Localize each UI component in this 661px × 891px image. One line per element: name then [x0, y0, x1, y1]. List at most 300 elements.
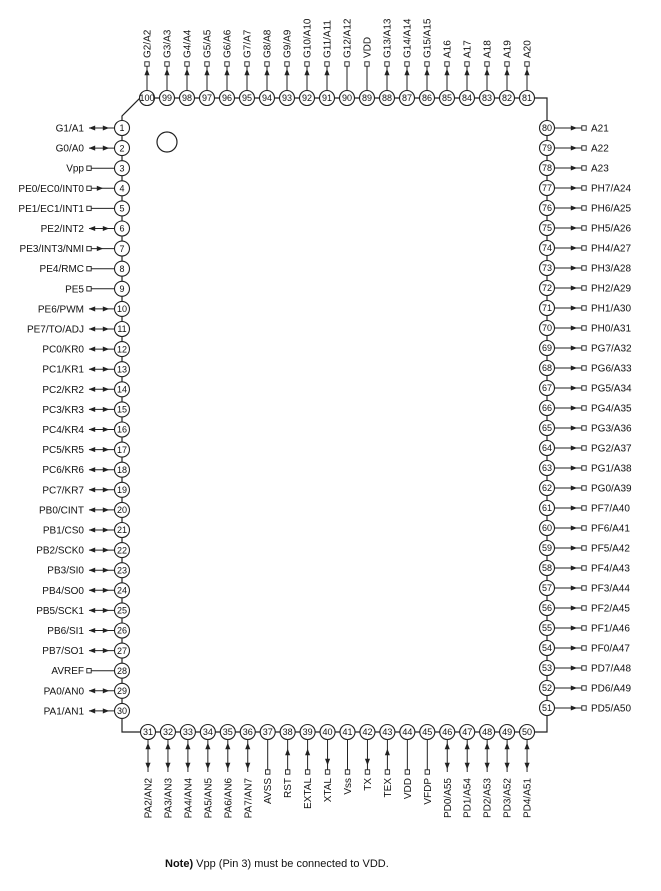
- pin-number: 29: [116, 686, 128, 696]
- pin-left-11: [27, 322, 130, 337]
- pin-left-12: [42, 342, 129, 357]
- pin-left-19: [42, 482, 129, 497]
- pin-number: 77: [541, 183, 553, 194]
- arrow-head-icon: [571, 145, 577, 150]
- arrow-head-icon: [245, 743, 250, 749]
- arrow-head-icon: [571, 165, 577, 170]
- terminal-icon: [145, 62, 149, 66]
- pin-right-78: [540, 161, 610, 176]
- pin-label: PE3/INT3/NMI: [19, 244, 84, 256]
- arrow-head-icon: [103, 447, 109, 452]
- arrow-head-icon: [89, 326, 95, 331]
- pin-number: 27: [116, 645, 128, 656]
- arrow-head-icon: [97, 186, 103, 191]
- pin-label: PC6/KR6: [42, 465, 84, 477]
- pin-left-20: [39, 502, 130, 517]
- arrow-head-icon: [571, 225, 577, 230]
- pin-number: 84: [461, 93, 473, 104]
- terminal-icon: [582, 206, 586, 210]
- terminal-icon: [582, 446, 586, 450]
- pin-label: G2/A2: [142, 29, 154, 58]
- pin-bottom-41: [340, 725, 355, 795]
- pin-label: PD1/A54: [462, 778, 474, 819]
- pin-number: 93: [281, 93, 293, 104]
- pin-number: 81: [521, 93, 533, 104]
- pin-number: 20: [116, 505, 128, 516]
- pin-top-88: [380, 18, 395, 105]
- pin-number: 8: [119, 263, 125, 274]
- pin-bottom-42: [360, 725, 375, 791]
- pins: [18, 18, 632, 818]
- pin-number: 56: [541, 603, 553, 614]
- pin-number: 40: [322, 727, 333, 738]
- pin-bottom-38: [280, 725, 295, 799]
- pin-right-54: [540, 641, 631, 656]
- arrow-head-icon: [505, 743, 510, 749]
- terminal-icon: [405, 62, 409, 66]
- pin-label: PC5/KR5: [42, 445, 84, 457]
- footnote-prefix: Note): [165, 858, 194, 870]
- arrow-head-icon: [465, 743, 470, 749]
- pin-top-87: [400, 18, 415, 105]
- arrow-head-icon: [571, 465, 577, 470]
- arrow-head-icon: [505, 763, 510, 769]
- pin-left-14: [42, 382, 129, 397]
- pin-number: 67: [541, 383, 553, 394]
- pin-label: PG2/A37: [591, 443, 632, 455]
- arrow-head-icon: [103, 628, 109, 633]
- pin-label: PE6/PWM: [37, 304, 84, 316]
- pin-left-9: [65, 281, 129, 296]
- arrow-head-icon: [103, 548, 109, 553]
- pin-left-23: [47, 563, 129, 578]
- pin-label: PF4/A43: [591, 563, 630, 575]
- pin-label: PC4/KR4: [42, 425, 84, 436]
- pin-label: A22: [591, 143, 609, 155]
- pin-left-25: [36, 603, 129, 618]
- terminal-icon: [582, 686, 586, 690]
- terminal-icon: [385, 770, 389, 774]
- pin-label: G8/A8: [262, 29, 274, 58]
- pin-right-63: [540, 461, 633, 476]
- pin-label: PD2/A53: [482, 778, 494, 819]
- arrow-head-icon: [571, 305, 577, 310]
- pin-label: TX: [362, 778, 374, 791]
- pin-number: 34: [202, 727, 213, 738]
- pin-number: 59: [541, 543, 553, 554]
- pin-right-59: [540, 541, 631, 556]
- arrow-head-icon: [571, 185, 577, 190]
- pin-number: 2: [119, 143, 125, 154]
- arrow-head-icon: [571, 425, 577, 430]
- pin-bottom-44: [400, 725, 415, 800]
- pin-top-81: [520, 40, 535, 106]
- arrow-head-icon: [464, 69, 469, 75]
- pin-label: PF0/A47: [591, 643, 630, 655]
- pin-number: 51: [541, 703, 553, 714]
- arrow-head-icon: [165, 763, 170, 769]
- pin-bottom-36: [240, 725, 255, 819]
- arrow-head-icon: [145, 743, 150, 749]
- pin-number: 1: [119, 123, 125, 134]
- arrow-head-icon: [89, 306, 95, 311]
- terminal-icon: [87, 287, 91, 291]
- arrow-head-icon: [571, 485, 577, 490]
- pin-label: PC7/KR7: [42, 485, 84, 497]
- pin-left-16: [42, 422, 129, 437]
- pin-right-70: [540, 321, 632, 336]
- arrow-head-icon: [571, 665, 577, 670]
- pin-label: PA1/AN1: [43, 706, 84, 718]
- pin-number: 6: [119, 223, 125, 234]
- terminal-icon: [582, 466, 586, 470]
- pin-bottom-34: [200, 725, 215, 819]
- pin-number: 52: [541, 683, 553, 694]
- pin-bottom-33: [180, 725, 195, 819]
- arrow-head-icon: [571, 525, 577, 530]
- terminal-icon: [325, 62, 329, 66]
- pin-number: 91: [321, 93, 333, 104]
- pin-bottom-37: [260, 725, 275, 804]
- pin-bottom-31: [141, 725, 156, 819]
- pin-label: XTAL: [323, 778, 335, 803]
- arrow-head-icon: [484, 69, 489, 75]
- pin-label: PH6/A25: [591, 203, 632, 215]
- pin-number: 9: [119, 284, 125, 294]
- terminal-icon: [325, 770, 329, 774]
- pin-number: 45: [422, 727, 433, 738]
- pin-number: 46: [442, 727, 453, 738]
- pin-number: 10: [116, 304, 128, 315]
- terminal-icon: [87, 166, 91, 170]
- arrow-head-icon: [89, 427, 95, 432]
- terminal-icon: [582, 266, 586, 270]
- pin-top-97: [200, 29, 215, 105]
- pin-number: 38: [282, 727, 293, 738]
- pin-label: A19: [502, 40, 514, 58]
- arrow-head-icon: [89, 347, 95, 352]
- pin-right-77: [540, 181, 632, 196]
- pin-label: G4/A4: [182, 29, 194, 58]
- pin-label: G7/A7: [242, 29, 254, 58]
- pin-number: 53: [541, 663, 553, 674]
- pin1-marker: [157, 132, 177, 152]
- terminal-icon: [582, 286, 586, 290]
- arrow-head-icon: [144, 69, 149, 75]
- terminal-icon: [205, 62, 209, 66]
- terminal-icon: [305, 770, 309, 774]
- pin-top-83: [480, 40, 495, 106]
- pin-right-79: [540, 141, 610, 156]
- pin-number: 75: [541, 223, 553, 234]
- arrow-head-icon: [184, 69, 189, 75]
- pin-number: 74: [541, 243, 553, 254]
- arrow-head-icon: [285, 749, 290, 755]
- terminal-icon: [165, 62, 169, 66]
- pin-top-93: [280, 29, 295, 105]
- pin-right-60: [540, 521, 631, 536]
- arrow-head-icon: [103, 367, 109, 372]
- terminal-icon: [365, 770, 369, 774]
- pin-number: 58: [541, 563, 553, 574]
- arrow-head-icon: [571, 545, 577, 550]
- pin-number: 96: [221, 93, 233, 104]
- pin-label: PB3/SI0: [47, 565, 84, 577]
- pin-label: PF3/A44: [591, 583, 630, 595]
- pin-label: A17: [462, 40, 474, 58]
- arrow-head-icon: [571, 125, 577, 130]
- pin-right-74: [540, 241, 632, 256]
- terminal-icon: [425, 62, 429, 66]
- arrow-head-icon: [571, 325, 577, 330]
- pin-label: PC0/KR0: [42, 344, 84, 356]
- pin-label: PE1/EC1/INT1: [18, 203, 84, 215]
- pin-label: G14/A14: [402, 18, 414, 58]
- terminal-icon: [582, 306, 586, 310]
- pin-number: 90: [341, 93, 353, 104]
- terminal-icon: [87, 246, 91, 250]
- pin-number: 89: [361, 93, 373, 104]
- pin-number: 86: [421, 93, 433, 104]
- arrow-head-icon: [571, 445, 577, 450]
- pin-label: PA3/AN3: [163, 778, 175, 819]
- pin-left-10: [38, 301, 130, 316]
- arrow-head-icon: [103, 326, 109, 331]
- terminal-icon: [582, 226, 586, 230]
- pin-number: 73: [541, 263, 553, 274]
- arrow-head-icon: [325, 759, 330, 765]
- pin-right-61: [540, 501, 631, 516]
- pin-right-64: [540, 441, 633, 456]
- pin-label: PG3/A36: [591, 423, 632, 435]
- pin-number: 80: [541, 123, 553, 134]
- arrow-head-icon: [205, 743, 210, 749]
- arrow-head-icon: [524, 763, 529, 769]
- pin-number: 92: [301, 93, 313, 104]
- terminal-icon: [365, 62, 369, 66]
- terminal-icon: [582, 666, 586, 670]
- pin-label: G13/A13: [382, 18, 394, 58]
- pin-number: 87: [401, 93, 413, 104]
- pin-label: PB2/SCK0: [36, 545, 84, 557]
- pin-label: G1/A1: [55, 123, 84, 135]
- pin-label: A18: [482, 40, 494, 58]
- pin-top-95: [240, 29, 255, 105]
- pin-right-73: [540, 261, 632, 276]
- pin-label: PA6/AN6: [223, 778, 235, 819]
- pin-right-75: [540, 221, 632, 236]
- arrow-head-icon: [485, 763, 490, 769]
- arrow-head-icon: [185, 743, 190, 749]
- pin-number: 83: [481, 93, 493, 104]
- arrow-head-icon: [103, 487, 109, 492]
- pin-number: 55: [541, 623, 553, 634]
- arrow-head-icon: [89, 226, 95, 231]
- terminal-icon: [582, 586, 586, 590]
- pin-label: PB1/CS0: [42, 525, 84, 537]
- arrow-head-icon: [445, 743, 450, 749]
- pin-label: Vss: [343, 778, 354, 795]
- pin-left-8: [40, 261, 130, 276]
- arrow-head-icon: [89, 688, 95, 693]
- pin-label: G11/A11: [322, 20, 334, 58]
- pin-number: 39: [302, 727, 313, 738]
- arrow-head-icon: [89, 467, 95, 472]
- pin-number: 4: [119, 183, 125, 194]
- pin-top-90: [340, 18, 355, 105]
- arrow-head-icon: [384, 69, 389, 75]
- pin-top-85: [440, 40, 455, 106]
- pin-top-91: [320, 20, 335, 106]
- pin-number: 72: [541, 283, 553, 294]
- pin-label: AVSS: [263, 778, 275, 804]
- pin-number: 66: [541, 403, 553, 414]
- arrow-head-icon: [225, 763, 230, 769]
- pin-label: PB6/SI1: [47, 626, 84, 637]
- arrow-head-icon: [465, 763, 470, 769]
- pin-label: A20: [522, 40, 534, 58]
- pin-label: PE0/EC0/INT0: [18, 183, 84, 195]
- arrow-head-icon: [103, 347, 109, 352]
- terminal-icon: [582, 246, 586, 250]
- arrow-head-icon: [89, 125, 95, 130]
- terminal-icon: [582, 426, 586, 430]
- pin-label: VFDP: [422, 778, 434, 805]
- pin-bottom-50: [520, 725, 535, 819]
- pin-number: 95: [241, 93, 253, 104]
- pin-number: 25: [116, 605, 128, 616]
- pin-number: 18: [116, 464, 128, 475]
- pin-bottom-35: [220, 725, 235, 819]
- arrow-head-icon: [571, 345, 577, 350]
- pin-left-21: [43, 523, 130, 538]
- pin-right-67: [540, 381, 633, 396]
- terminal-icon: [465, 62, 469, 66]
- pin-number: 21: [116, 525, 128, 536]
- pin-number: 68: [541, 363, 553, 374]
- pin-number: 61: [541, 503, 553, 514]
- pin-label: PD3/A52: [502, 778, 514, 819]
- pin-number: 42: [362, 727, 373, 738]
- arrow-head-icon: [103, 467, 109, 472]
- arrow-head-icon: [571, 385, 577, 390]
- arrow-head-icon: [89, 507, 95, 512]
- arrow-head-icon: [103, 688, 109, 693]
- pin-number: 35: [222, 727, 233, 738]
- pin-label: A23: [591, 163, 609, 175]
- arrow-head-icon: [571, 265, 577, 270]
- arrow-head-icon: [224, 69, 229, 75]
- arrow-head-icon: [571, 625, 577, 630]
- terminal-icon: [425, 770, 429, 774]
- pin-label: PA7/AN7: [243, 778, 255, 819]
- arrow-head-icon: [89, 447, 95, 452]
- pin-left-3: [66, 161, 129, 176]
- terminal-icon: [582, 146, 586, 150]
- pin-label: PH0/A31: [591, 323, 632, 335]
- arrow-head-icon: [244, 69, 249, 75]
- pin-number: 54: [541, 643, 553, 654]
- pin-left-17: [42, 442, 129, 457]
- pin-label: AVREF: [51, 666, 84, 678]
- pin-number: 44: [402, 727, 413, 738]
- pin-label: G0/A0: [55, 143, 84, 155]
- arrow-head-icon: [445, 763, 450, 769]
- arrow-head-icon: [385, 749, 390, 755]
- pin-label: PE5: [65, 284, 84, 296]
- pin-left-27: [42, 643, 129, 658]
- pin-left-26: [47, 623, 129, 638]
- pin-number: 63: [541, 463, 553, 474]
- pin-right-56: [540, 601, 631, 616]
- pin-label: PH4/A27: [591, 243, 632, 255]
- terminal-icon: [87, 267, 91, 271]
- terminal-icon: [582, 606, 586, 610]
- pin-label: PF1/A46: [591, 623, 630, 635]
- pin-top-86: [420, 18, 435, 105]
- terminal-icon: [305, 62, 309, 66]
- pin-label: PH3/A28: [591, 263, 632, 275]
- arrow-head-icon: [571, 405, 577, 410]
- pin-left-5: [18, 201, 129, 216]
- arrow-head-icon: [89, 146, 95, 151]
- arrow-head-icon: [571, 605, 577, 610]
- pin-right-71: [540, 301, 632, 316]
- arrow-head-icon: [571, 505, 577, 510]
- arrow-head-icon: [165, 743, 170, 749]
- pin-right-62: [540, 481, 633, 496]
- pin-left-30: [44, 703, 130, 718]
- pin-number: 78: [541, 163, 553, 174]
- pin-left-2: [56, 141, 130, 156]
- pin-label: PC1/KR1: [42, 364, 84, 376]
- pin-label: PE7/TO/ADJ: [26, 324, 84, 336]
- pin-left-29: [44, 683, 130, 698]
- pin-label: PD5/A50: [591, 703, 632, 715]
- arrow-head-icon: [571, 205, 577, 210]
- arrow-head-icon: [571, 245, 577, 250]
- pin-label: G15/A15: [422, 18, 434, 58]
- pin-number: 30: [116, 706, 128, 717]
- pin-label: PD4/A51: [522, 778, 534, 819]
- pin-number: 12: [116, 344, 128, 355]
- pin-number: 97: [201, 93, 213, 104]
- pin-label: PF5/A42: [591, 543, 630, 555]
- pin-label: PF2/A45: [591, 603, 630, 615]
- pin-label: PG1/A38: [591, 463, 632, 475]
- terminal-icon: [582, 366, 586, 370]
- pin-label: PH5/A26: [591, 223, 632, 235]
- arrow-head-icon: [571, 705, 577, 710]
- pin-label: PG0/A39: [591, 483, 632, 495]
- terminal-icon: [265, 62, 269, 66]
- arrow-head-icon: [571, 285, 577, 290]
- pin-number: 11: [117, 324, 127, 335]
- pin-number: 57: [541, 583, 553, 594]
- arrow-head-icon: [485, 743, 490, 749]
- arrow-head-icon: [504, 69, 509, 75]
- pin-number: 14: [116, 384, 128, 395]
- pin-number: 37: [262, 727, 273, 738]
- pin-label: PB7/SO1: [42, 646, 84, 658]
- arrow-head-icon: [444, 69, 449, 75]
- pin-label: G5/A5: [202, 29, 214, 58]
- arrow-head-icon: [89, 628, 95, 633]
- pin-number: 16: [116, 424, 128, 435]
- terminal-icon: [582, 166, 586, 170]
- terminal-icon: [525, 62, 529, 66]
- terminal-icon: [87, 206, 91, 210]
